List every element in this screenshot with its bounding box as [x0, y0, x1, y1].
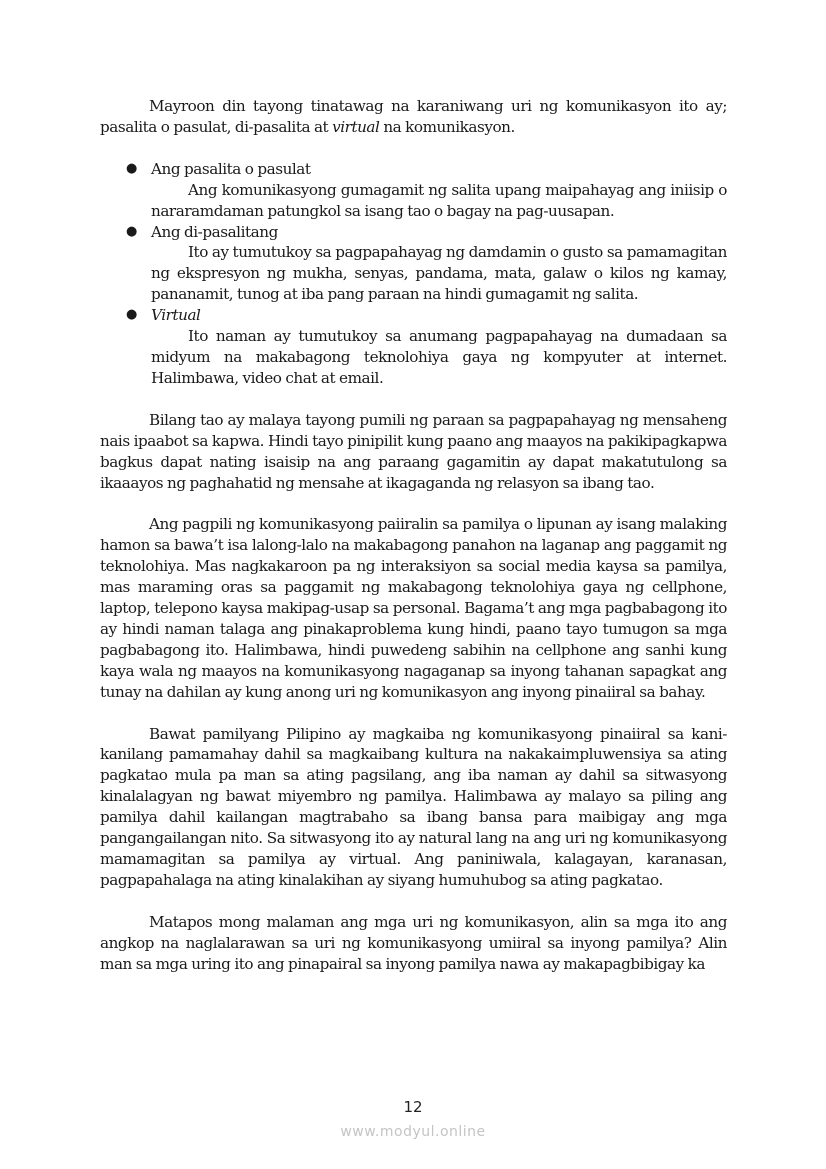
document-page — [100, 96, 727, 975]
bullet-icon: ● — [126, 223, 137, 239]
list-item-di-pasalita — [100, 222, 727, 306]
list-item-body: Ito naman ay tumutukoy sa anumang pagpapahayag na dumadaan sa midyum na makabagong teknolohiya gaya ng kompyuter at internet. Halimbawa, video chat at email. — [151, 327, 727, 387]
bullet-icon: ● — [126, 307, 137, 323]
list-item-body: Ito ay tumutukoy sa pagpapahayag ng damdamin o gusto sa pamamagitan ng ekspresyon ng mukha, senyas, pandama, mata, galaw o kilos ng kamay, pananamit, tunog at iba pang paraan na hindi gumagamit ng salita. — [151, 243, 727, 304]
page-number: 12 — [403, 1098, 423, 1116]
list-item-title: Virtual — [151, 306, 201, 325]
paragraph-bilang-tao: Bilang tao ay malaya tayong pumili ng paraan sa pagpapahayag ng mensaheng nais ipaabot sa kapwa. Hindi tayo pinipilit kung paano ang maayos na pakikipagkapwa bagkus dapat nating isaisip na ang paraang gagamitin ay dapat makatutulong sa ikaaayos ng paghahatid ng mensahe at ikagaganda ng relasyon sa ibang tao. — [100, 410, 727, 492]
communication-types-list — [100, 159, 727, 389]
bullet-icon: ● — [126, 160, 137, 176]
paragraph-pagpili: Ang pagpili ng komunikasyong paiiralin sa pamilya o lipunan ay isang malaking hamon sa bawa’t isa lalong-lalo na makabagong panahon na laganap ang paggamit ng teknolohiya. Mas nagkakaroon pa ng interaksiyon sa social media kaysa sa pamilya, mas maraming oras sa paggamit ng makabagong teknolohiya gaya ng cellphone, laptop, telepono kaysa makipag-usap sa personal. Bagama’t ang mga pagbabagong ito ay hindi naman talaga ang pinakaproblema kung hindi, paano tayo tumugon sa mga pagbabagong ito. Halimbawa, hindi puwedeng sabihin na cellphone ang sanhi kung kaya wala ng maayos na komunikasyong nagaganap sa inyong tahanan sapagkat ang tunay na dahilan ay kung anong uri ng komunikasyon ang inyong pinaiiral sa bahay. — [100, 515, 727, 701]
list-item-body: Ang komunikasyong gumagamit ng salita upang maipahayag ang iniisip o nararamdaman patungkol sa isang tao o bagay na pag-uusapan. — [151, 180, 727, 220]
paragraph-matapos: Matapos mong malaman ang mga uri ng komunikasyon, alin sa mga ito ang angkop na naglalarawan sa uri ng komunikasyong umiiral sa inyong pamilya? Alin man sa mga uring ito ang pinapairal sa inyong pamilya nawa ay makapagbibigay ka — [100, 912, 727, 973]
list-item-title: Ang di-pasalitang — [151, 222, 278, 241]
intro-paragraph: Mayroon din tayong tinatawag na karaniwang uri ng komunikasyon ito ay; pasalita o pasulat, di-pasalita at virtual na komunikasyon. — [100, 97, 727, 136]
watermark: www.modyul.online — [340, 1124, 486, 1140]
list-item-virtual — [100, 305, 727, 389]
list-item-title: Ang pasalita o pasulat — [151, 159, 311, 178]
paragraph-bawat-pamilya: Bawat pamilyang Pilipino ay magkaiba ng komunikasyong pinaiiral sa kani-kanilang pamamahay dahil sa magkaibang kultura na nakakaimpluwensiya sa ating pagkatao mula pa man sa ating pagsilang, ang iba naman ay dahil sa sitwasyong kinalalagyan ng bawat miyembro ng pamilya. Halimbawa ay malayo sa piling ang pamilya dahil kailangan magtrabaho sa ibang bansa para maibigay ang mga pangangailangan nito. Sa sitwasyong ito ay natural lang na ang uri ng komunikasyong mamamagitan sa pamilya ay virtual. Ang paniniwala, kalagayan, karanasan, pagpapahalaga na ating kinalakihan ay siyang humuhubog sa ating pagkatao. — [100, 724, 727, 889]
list-item-pasalita — [100, 159, 727, 222]
virtual-emphasis: virtual — [332, 117, 380, 136]
